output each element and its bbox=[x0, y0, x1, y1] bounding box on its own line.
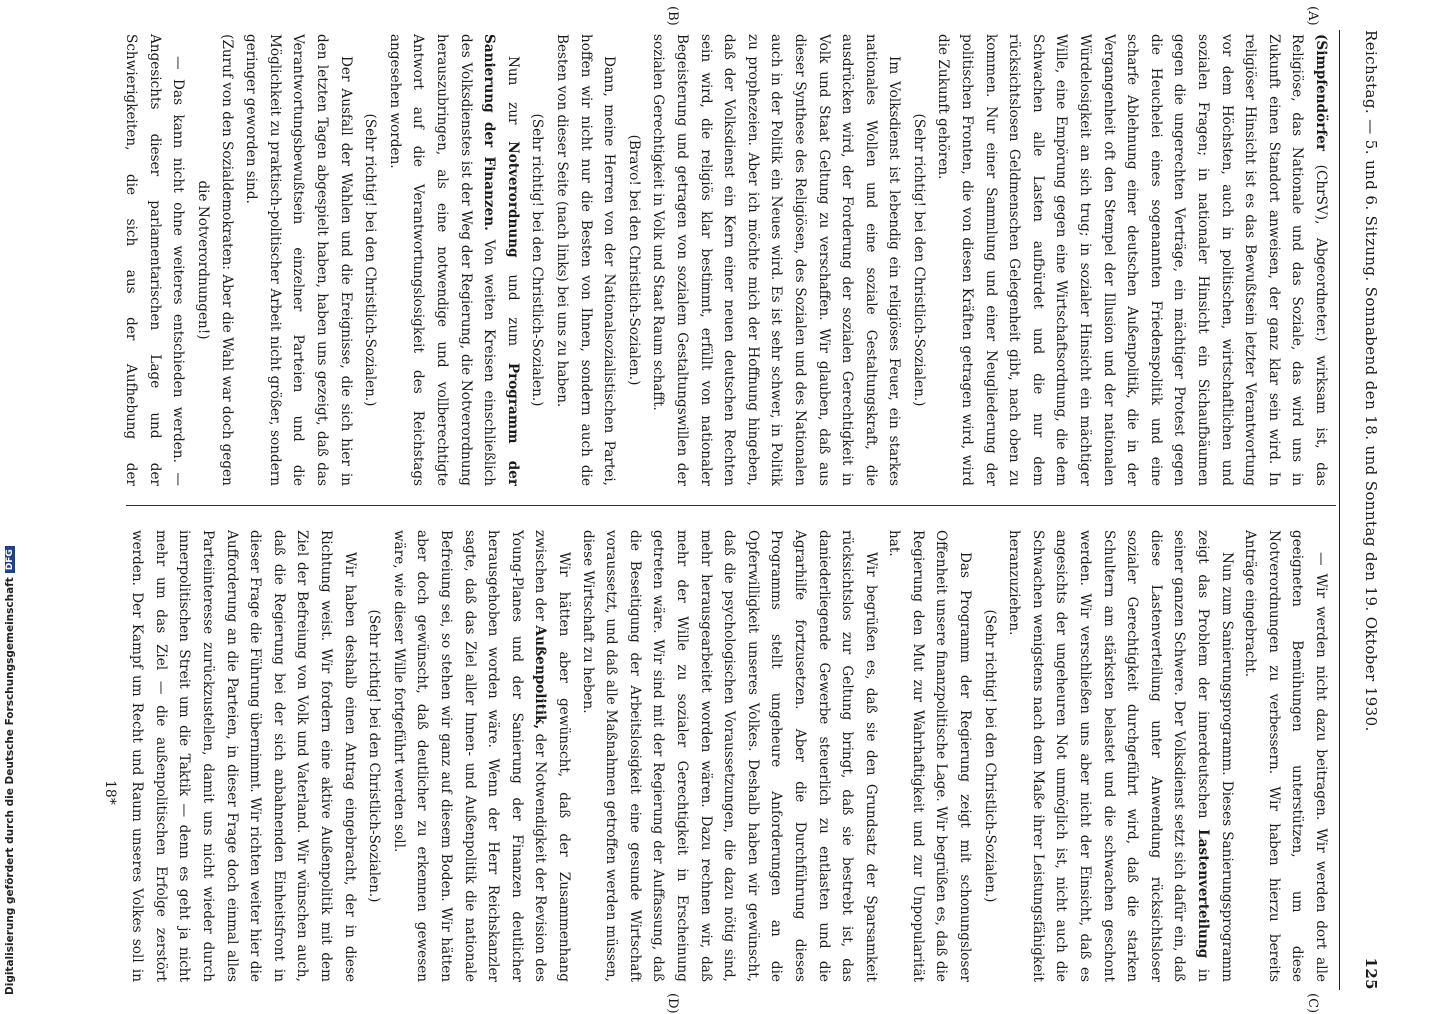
emphasized-term: Außenpolitik, bbox=[532, 625, 549, 730]
paragraph: Der Ausfall der Wahlen und die Ereignisse, die sich hier in den letzten Tagen abgespielt haben, haben uns gezeigt, daß das Verantwortungsbewußtsein einzelner Parteien und die Möglichkeit zu praktisch-politischer Arbeit nicht größer, sondern geringer geworden sind. bbox=[243, 34, 354, 486]
paragraph: — Wir werden nicht dazu beitragen. Wir werden dort alle geeigneten Bemühungen unterstützen, um diese Notverordnungen zu verbessern. Wir haben hierzu bereits Anträge eingebracht. bbox=[1242, 530, 1329, 982]
interjection: (Sehr richtig! bei den Christlich-Sozialen.) bbox=[366, 609, 383, 903]
paragraph: Das Programm der Regierung zeigt mit schonungsloser Offenheit unsere finanzpolitische Lage. Wir begrüßen es, daß die Regierung den Mut zur Wahrhaftigkeit und zur Unpopularität hat. bbox=[886, 530, 974, 982]
speaker-paragraph: (Simpfendörfer (ChrSV), Abgeordneter.) wirksam ist, das Religiöse, das Nationale und das Soziale, das wird uns in Zukunft einen Standort anweisen, der ganz klar sein wird. In religiöser Hinsicht ist es das Bewußtsein letzter Verantwortung vor dem Höchsten, auch in politischen, wirtschaftlichen und sozialen Fragen; in nationaler Hinsicht ein Sichaufbäumen gegen die ungerechten Verträge, ein mächtiger Protest gegen die Heuchelei eines sogenannten Friedenspolitik und eine scharfe Ablehnung einer deutschen Außenpolitik, die in der Vergangenheit oft den Stempel der Illusion und der nationalen Würdelosigkeit an sich trug; in sozialer Hinsicht ein mächtiger Wille, eine Empörung gegen eine Wirtschaftsordnung, die dem Schwachen alle Lasten aufbürdet und die nur dem rücksichtslosen Geldmenschen Gelegenheit gibt, nach oben zu kommen. Nur einer Sammlung und einer Neugliederung der politischen Fronten, die von diesen Kräften getragen wird, wird die Zukunft gehören. bbox=[935, 34, 1329, 486]
column-divider bbox=[126, 505, 1336, 506]
page-header bbox=[1346, 30, 1380, 990]
interjection: (Sehr richtig! bei den Christlich-Sozialen.) bbox=[362, 113, 379, 407]
margin-marker-b: (B) bbox=[665, 6, 680, 26]
emphasized-term: Lastenverteilung bbox=[1195, 829, 1212, 959]
interjection: (Sehr richtig! bei den Christlich-Sozialen.) bbox=[910, 113, 927, 407]
interjection: (Sehr richtig! bei den Christlich-Sozialen.) bbox=[981, 609, 998, 903]
header-rule bbox=[1339, 30, 1340, 990]
page-number: 125 bbox=[1362, 957, 1380, 990]
emphasized-term: Programm der Sanierung der Finanzen. bbox=[481, 34, 521, 486]
paragraph: Wir haben deshalb einen Antrag eingebracht, der in diese Richtung weist. Wir fordern eine aktive Außenpolitik mit dem Ziel der Befreiung von Volk und Vaterland. Wir wünschen auch, daß die Regierung bei der sich anbahnenden Einheitsfront in dieser Frage die Führung übernimmt. Wir richten weiter hier die Aufforderung an die Parteien, in dieser Frage doch einmal alles Parteiinteresse zurückzustellen, damit uns nicht wieder durch innerpolitischen Streit um die Taktik — denn es geht ja nicht mehr um das Ziel — die außenpolitischen Erfolge zerstört werden. Der Kampf um Recht und Raum unseres Volkes soll in bbox=[129, 530, 358, 982]
paragraph: Wir hätten aber gewünscht, daß der Zusammenhang zwischen der Außenpolitik, der Notwendigkeit der Revision des Young-Planes und der Sanierung der Finanzen deutlicher herausgehoben worden wäre. Wenn der Herr Reichskanzler sagte, daß das Ziel aller Innen- und Außenpolitik die nationale Befreiung sei, so stehen wir ganz auf diesem Boden. Wir hätten aber doch gewünscht, daß deutlicher zu erkennen gewesen wäre, wie dieser Wille fortgeführt werden soll. bbox=[390, 530, 572, 982]
paragraph: Dann, meine Herren von der Nationalsozialistischen Partei, hoffen wir nicht nur die Besten von Ihnen, sondern auch die Besten von dieser Seite (nach links) bei uns zu haben. bbox=[554, 34, 618, 486]
right-text-column bbox=[122, 530, 1332, 982]
interjection: (Bravo! bei den Christlich-Sozialen.) bbox=[625, 134, 642, 386]
left-text-column bbox=[122, 34, 1332, 486]
paragraph: Nun zum Sanierungsprogramm. Dieses Sanierungsprogramm zeigt das Problem der innerdeutschen Lastenverteilung in seiner ganzen Schwere. Der Volksdienst setzt sich dafür ein, daß diese Lastenverteilung unter Anwendung rücksichtsloser sozialer Gerechtigkeit durchgeführt wird, daß die starken Schultern am stärksten belastet und die schwachen geschont werden. Wir verschließen uns aber nicht der Einsicht, daß es angesichts der ungeheuren Not unmöglich ist, nicht auch die Schwachen wenigstens nach dem Maße ihrer Leistungsfähigkeit heranzuziehen. bbox=[1006, 530, 1235, 982]
paragraph: Wir begrüßen es, daß sie den Grundsatz der Sparsamkeit rücksichtslos zur Geltung bringt, daß sie bestrebt ist, das daniederliegende Gewerbe steuerlich zu entlasten und die Agrarhilfe fortzusetzen. Aber die Durchführung dieses Programms stellt ungeheure Anforderungen an die Opferwilligkeit unseres Volkes. Deshalb haben wir gewünscht, daß die psychologischen Voraussetzungen, die dazu nötig sind, mehr herausgearbeitet worden wären. Dazu rechnen wir, daß mehr der Wille zu sozialer Gerechtigkeit in Erscheinung getreten wäre. Wir sind mit der Regierung der Auffassung, daß die Beseitigung der Arbeitslosigkeit eine gesunde Wirtschaft voraussetzt, und daß alle Maßnahmen getroffen werden müssen, diese Wirtschaft zu heben. bbox=[579, 530, 879, 982]
margin-marker-d: (D) bbox=[665, 993, 680, 1014]
interjection: (Zuruf von den Sozialdemokraten: Aber die Wahl war doch gegen die Notverordnungen!) bbox=[195, 34, 235, 486]
rotated-page-content bbox=[90, 0, 1380, 1014]
interjection: (Sehr richtig! bei den Christlich-Sozialen.) bbox=[529, 113, 546, 407]
digitization-text: Digitalisierung gefördert durch die Deutsche Forschungsgemeinschaft bbox=[4, 577, 16, 995]
margin-marker-c: (C) bbox=[1305, 993, 1320, 1014]
speaker-name: (Simpfendörfer bbox=[1313, 34, 1329, 152]
sheet-signature: 18* bbox=[102, 780, 118, 805]
paragraph: Nun zur Notverordnung und zum Programm der Sanierung der Finanzen. Von weiten Kreisen einschließlich des Volksdienstes ist der Weg der Regierung, die Notverordnung herauszubringen, als eine notwendige und vollberechtigte Antwort auf die Verantwortungslosigkeit des Reichstags angesehen worden. bbox=[386, 34, 521, 486]
margin-marker-a: (A) bbox=[1305, 6, 1320, 26]
digitization-notice bbox=[2, 0, 18, 995]
header-text: Reichstag. — 5. und 6. Sitzung. Sonnabend den 18. und Sonntag den 19. Oktober 1930. bbox=[1362, 30, 1380, 732]
paragraph: Im Volksdienst ist lebendig ein religiöses Feuer, ein starkes nationales Wollen und eine soziale Gestaltungskraft, die ausdrücken wird, der Forderung der sozialen Gerechtigkeit in Volk und Staat Geltung zu verschaffen. Wir glauben, daß aus dieser Synthese des Religiösen, des Sozialen und des Nationalen auch in der Politik ein Neues wird. Es ist sehr schwer, in Politik zu prophezeien. Aber ich möchte mich der Hoffnung hingeben, daß der Volksdienst ein Kern einer neuen deutschen Rechten sein wird, die religiös klar bestimmt, erfüllt von nationaler Begeisterung und getragen von sozialem Gestaltungswillen der sozialen Gerechtigkeit in Volk und Staat Raum schafft. bbox=[650, 34, 903, 486]
paragraph: — Das kann nicht ohne weiteres entschieden werden. — Angesichts dieser parlamentarischen Lage und der Schwierigkeiten, die sich aus der Aufhebung der bbox=[123, 34, 187, 486]
dfg-logo: DFG bbox=[5, 546, 15, 573]
emphasized-term: Notverordnung bbox=[504, 141, 521, 258]
